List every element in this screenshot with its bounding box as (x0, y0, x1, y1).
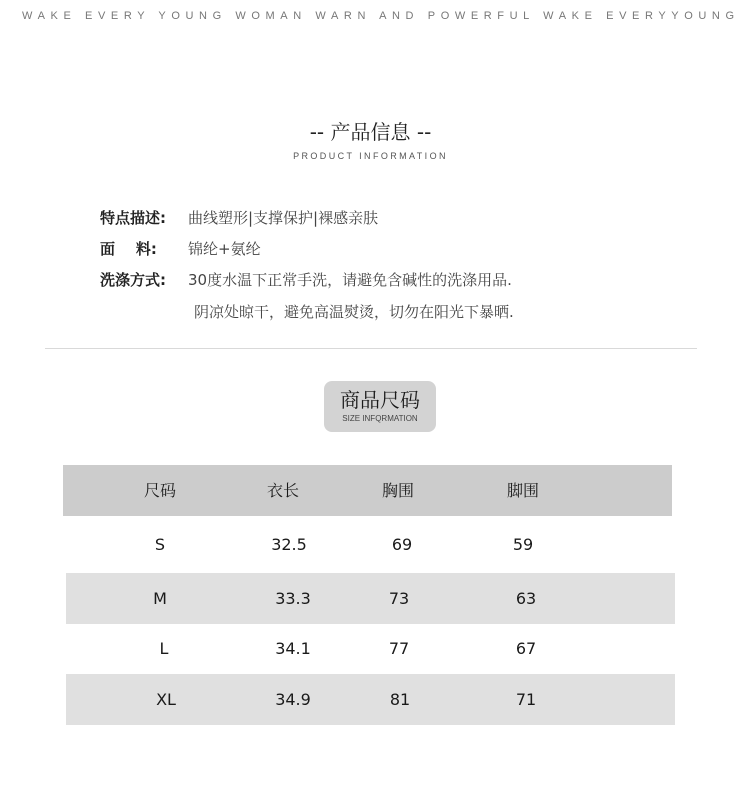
cell-length: 32.5 (271, 535, 307, 554)
cell-chest: 69 (391, 535, 413, 554)
spec-washing-row-continued (194, 301, 514, 322)
spec-value: 曲线塑形|支撑保护|裸感亲肤 (188, 209, 379, 227)
cell-size: M (153, 589, 167, 608)
size-info-subtitle: SIZE INFQRMATION (342, 414, 418, 423)
header-length: 衣长 (266, 481, 300, 500)
cell-leg: 67 (515, 639, 537, 658)
cell-leg: 59 (512, 535, 534, 554)
table-row (66, 623, 675, 674)
cell-chest: 73 (388, 589, 410, 608)
spec-value: 阴凉处晾干，避免高温熨烫，切勿在阳光下暴晒. (194, 303, 514, 321)
header-chest: 胸围 (381, 481, 415, 500)
cell-length: 33.3 (275, 589, 311, 608)
cell-size: S (154, 535, 166, 554)
table-row (66, 573, 675, 624)
cell-chest: 77 (388, 639, 410, 658)
product-info-subtitle: PRODUCT INFORMATION (293, 151, 448, 161)
spec-washing-row (100, 269, 512, 290)
product-info-title: -- 产品信息 -- (309, 120, 432, 144)
table-row (63, 519, 672, 570)
cell-length: 34.9 (275, 690, 311, 709)
size-info-title: 商品尺码 (340, 388, 420, 412)
section-divider (45, 348, 697, 349)
table-row (66, 674, 675, 725)
spec-label: 洗涤方式: (100, 271, 166, 289)
spec-fabric-row (100, 238, 261, 259)
spec-label: 面 料: (100, 240, 157, 258)
cell-length: 34.1 (275, 639, 311, 658)
spec-value: 锦纶+氨纶 (188, 240, 261, 258)
cell-leg: 63 (515, 589, 537, 608)
cell-chest: 81 (389, 690, 411, 709)
cell-size: L (159, 639, 169, 658)
spec-feature-row (100, 207, 378, 228)
header-size: 尺码 (143, 481, 177, 500)
size-info-badge (324, 381, 436, 432)
top-slogan-banner: WAKE EVERY YOUNG WOMAN WARN AND POWERFUL WAKE EVERYYOUNG (22, 10, 740, 22)
spec-value: 30度水温下正常手洗，请避免含碱性的洗涤用品. (188, 271, 512, 289)
cell-leg: 71 (515, 690, 537, 709)
table-header-row (63, 465, 672, 516)
header-leg: 脚围 (506, 481, 540, 500)
spec-label: 特点描述: (100, 209, 166, 227)
cell-size: XL (156, 690, 176, 709)
